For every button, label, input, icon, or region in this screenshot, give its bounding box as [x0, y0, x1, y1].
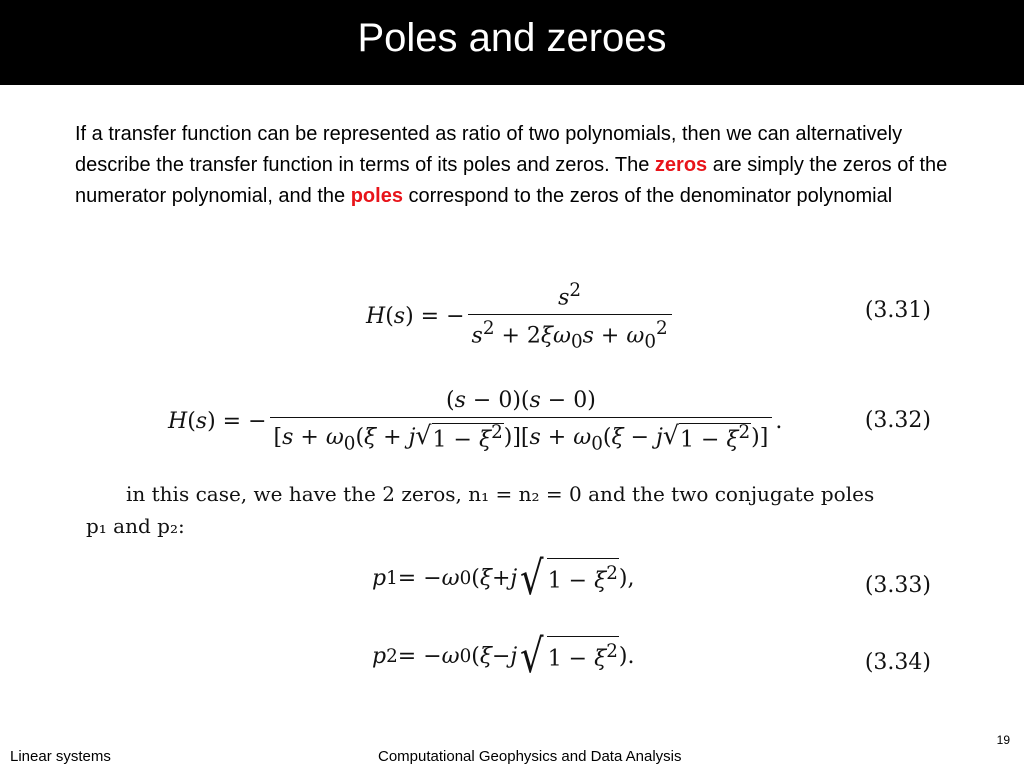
explanation-line-2: p₁ and p₂: — [86, 514, 185, 538]
footer-course-title: Computational Geophysics and Data Analysis — [378, 748, 682, 765]
intro-paragraph — [75, 119, 975, 212]
title-bar — [0, 0, 1024, 85]
equation-3-32: H ( s ) = − (s − 0)(s − 0) [$s + \omega_0(\xi + j$ √ $1 - \xi^2$ )][$s + \omega_0(\xi - j$ √ $1 - \xi^2$ )] . — [168, 388, 783, 455]
equation-number: (3.32) — [864, 408, 931, 433]
zeros-highlight: zeros — [654, 154, 708, 176]
equation-number: (3.31) — [864, 298, 931, 323]
footer-course-name: Linear systems — [10, 748, 111, 765]
equation-3-34: p 2 = − ω 0 ( ξ − j √ $1 - \xi^2$ ). — [372, 629, 635, 683]
equation-number: (3.34) — [864, 650, 931, 675]
equation-3-31: H ( s ) = − $\frac{s^2}{s^2 + 2\xi\omega_0s + \omega_0^2}$ — [366, 282, 675, 352]
page-number: 19 — [996, 733, 1010, 747]
equation-3-33: p 1 = − ω 0 ( ξ + j √ $1 - \xi^2$ ), — [372, 551, 635, 605]
fraction: (s − 0)(s − 0) [$s + \omega_0(\xi + j$ √ $1 - \xi^2$ )][$s + \omega_0(\xi - j$ √ $1 - \xi^2$ )] — [270, 390, 773, 454]
slide-title: Poles and zeroes — [357, 15, 667, 60]
explanation-text — [86, 478, 946, 542]
intro-text-1: If a transfer function can be represented as ratio of two polynomials, then we can alternatively describe the transfer function in terms of its poles and zeros. The — [75, 123, 903, 176]
fraction: $\frac{s^2}{s^2 + 2\xi\omega_0s + \omega_0^2}$ — [468, 282, 672, 352]
intro-text-2: are simply the zeros of the numerator polynomial, and the — [75, 154, 948, 207]
intro-text-3: correspond to the zeros of the denominator polynomial — [402, 185, 893, 207]
poles-highlight: poles — [350, 185, 403, 207]
explanation-line-1: in this case, we have the 2 zeros, n₁ = n₂ = 0 and the two conjugate poles — [126, 482, 875, 506]
equation-number: (3.33) — [864, 573, 931, 598]
